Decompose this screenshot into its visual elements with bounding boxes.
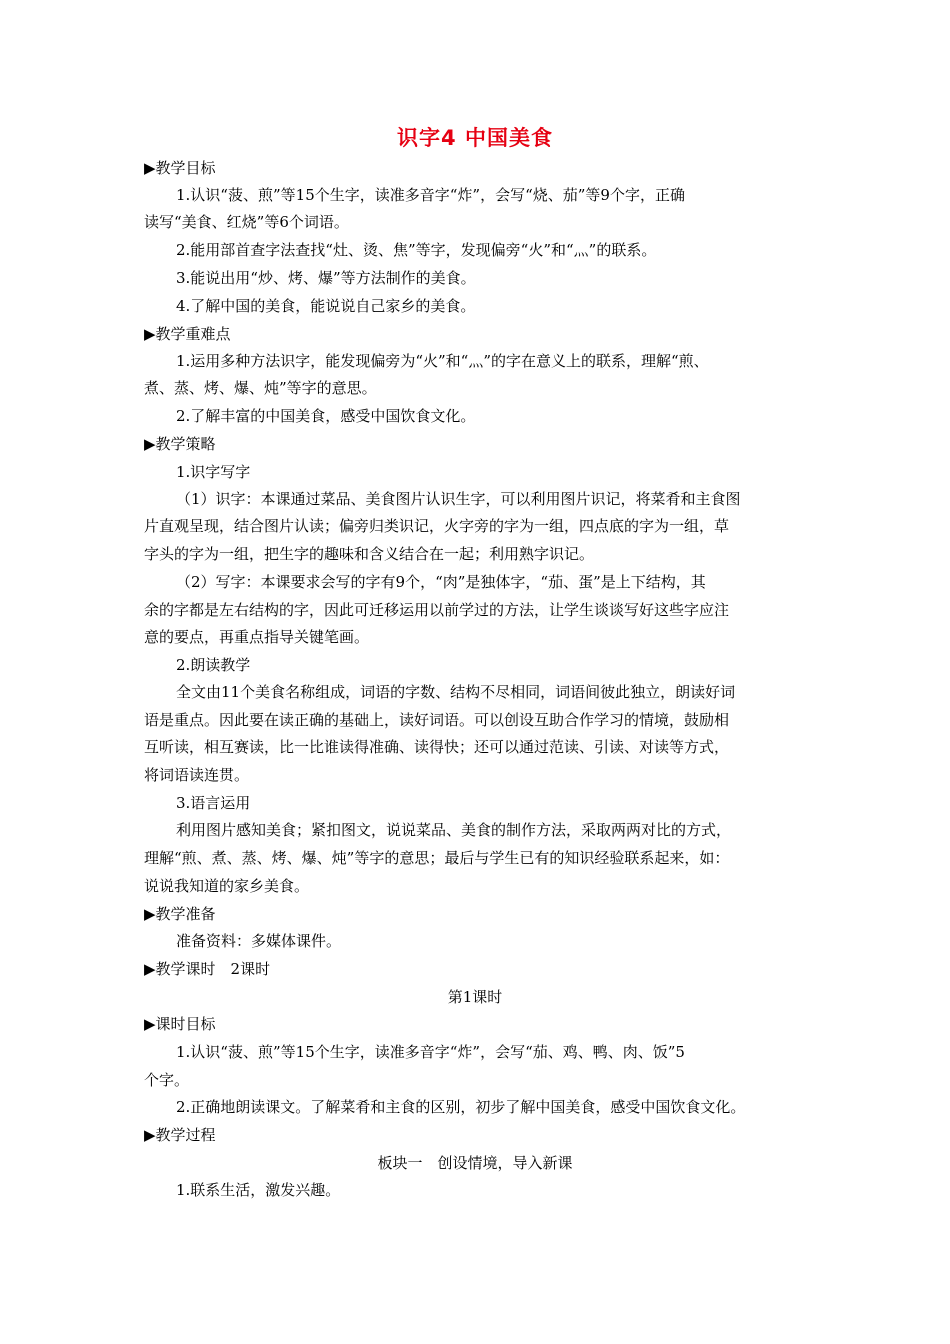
section-heading-key-points: ▶教学重难点 — [144, 325, 231, 343]
paragraph-line: 读写“美食、红烧”等6个词语。 — [144, 213, 349, 231]
paragraph-line: 4.了解中国的美食，能说说自己家乡的美食。 — [176, 297, 476, 315]
paragraph-line: 2.朗读教学 — [176, 656, 251, 674]
paragraph-line: 互听读，相互赛读，比一比谁读得准确、读得快；还可以通过范读、引读、对读等方式， — [144, 738, 730, 756]
section-heading-process: ▶教学过程 — [144, 1126, 216, 1144]
paragraph-line: 将词语读连贯。 — [144, 766, 250, 784]
paragraph-line: 1.认识“菠、煎”等15个生字，读准多音字“炸”，会写“烧、茄”等9个字，正确 — [176, 186, 685, 204]
paragraph-line: 利用图片感知美食；紧扣图文，说说菜品、美食的制作方法，采取两两对比的方式， — [176, 821, 732, 839]
section-heading-strategy: ▶教学策略 — [144, 435, 216, 453]
section-heading-class-hours: ▶教学课时 2课时 — [144, 960, 271, 978]
section-heading-preparation: ▶教学准备 — [144, 905, 216, 923]
paragraph-line: 语是重点。因此要在读正确的基础上，读好词语。可以创设互助合作学习的情境，鼓励相 — [144, 711, 730, 729]
paragraph-line: 个字。 — [144, 1071, 190, 1089]
paragraph-line: 2.能用部首查字法查找“灶、烫、焦”等字，发现偏旁“火”和“灬”的联系。 — [176, 241, 657, 259]
paragraph-line: 说说我知道的家乡美食。 — [144, 877, 310, 895]
block-heading: 板块一 创设情境，导入新课 — [377, 1154, 573, 1172]
paragraph-line: 3.能说出用“炒、烤、爆”等方法制作的美食。 — [176, 269, 476, 287]
lesson-title: 识字4 中国美食 — [397, 126, 553, 150]
paragraph-line: 1.运用多种方法识字，能发现偏旁为“火”和“灬”的字在意义上的联系，理解“煎、 — [176, 352, 709, 370]
paragraph-line: 2.了解丰富的中国美食，感受中国饮食文化。 — [176, 407, 476, 425]
paragraph-line: （1）识字：本课通过菜品、美食图片认识生字，可以利用图片识记，将菜肴和主食图 — [176, 490, 741, 508]
paragraph-line: 2.正确地朗读课文。了解菜肴和主食的区别，初步了解中国美食，感受中国饮食文化。 — [176, 1098, 746, 1116]
paragraph-line: 1.识字写字 — [176, 463, 251, 481]
section-heading-period-goals: ▶课时目标 — [144, 1015, 216, 1033]
paragraph-line: 1.认识“菠、煎”等15个生字，读准多音字“炸”，会写“茄、鸡、鸭、肉、饭”5 — [176, 1043, 685, 1061]
paragraph-line: 准备资料：多媒体课件。 — [176, 932, 342, 950]
paragraph-line: 3.语言运用 — [176, 794, 251, 812]
paragraph-line: 1.联系生活，激发兴趣。 — [176, 1181, 341, 1199]
paragraph-line: 字头的字为一组，把生字的趣味和含义结合在一起；利用熟字识记。 — [144, 545, 595, 563]
paragraph-line: 余的字都是左右结构的字，因此可迁移运用以前学过的方法，让学生谈谈写好这些字应注 — [144, 601, 730, 619]
lesson-period-heading: 第1课时 — [447, 988, 503, 1006]
paragraph-line: 意的要点，再重点指导关键笔画。 — [144, 628, 370, 646]
paragraph-line: 煮、蒸、烤、爆、炖”等字的意思。 — [144, 379, 377, 397]
section-heading-teaching-goals: ▶教学目标 — [144, 159, 216, 177]
paragraph-line: 理解“煎、煮、蒸、烤、爆、炖”等字的意思；最后与学生已有的知识经验联系起来，如： — [144, 849, 730, 867]
paragraph-line: 片直观呈现，结合图片认读；偏旁归类识记，火字旁的字为一组，四点底的字为一组，草 — [144, 517, 730, 535]
paragraph-line: 全文由11个美食名称组成，词语的字数、结构不尽相同，词语间彼此独立，朗读好词 — [176, 683, 736, 701]
paragraph-line: （2）写字：本课要求会写的字有9个，“肉”是独体字，“茄、蛋”是上下结构，其 — [176, 573, 706, 591]
